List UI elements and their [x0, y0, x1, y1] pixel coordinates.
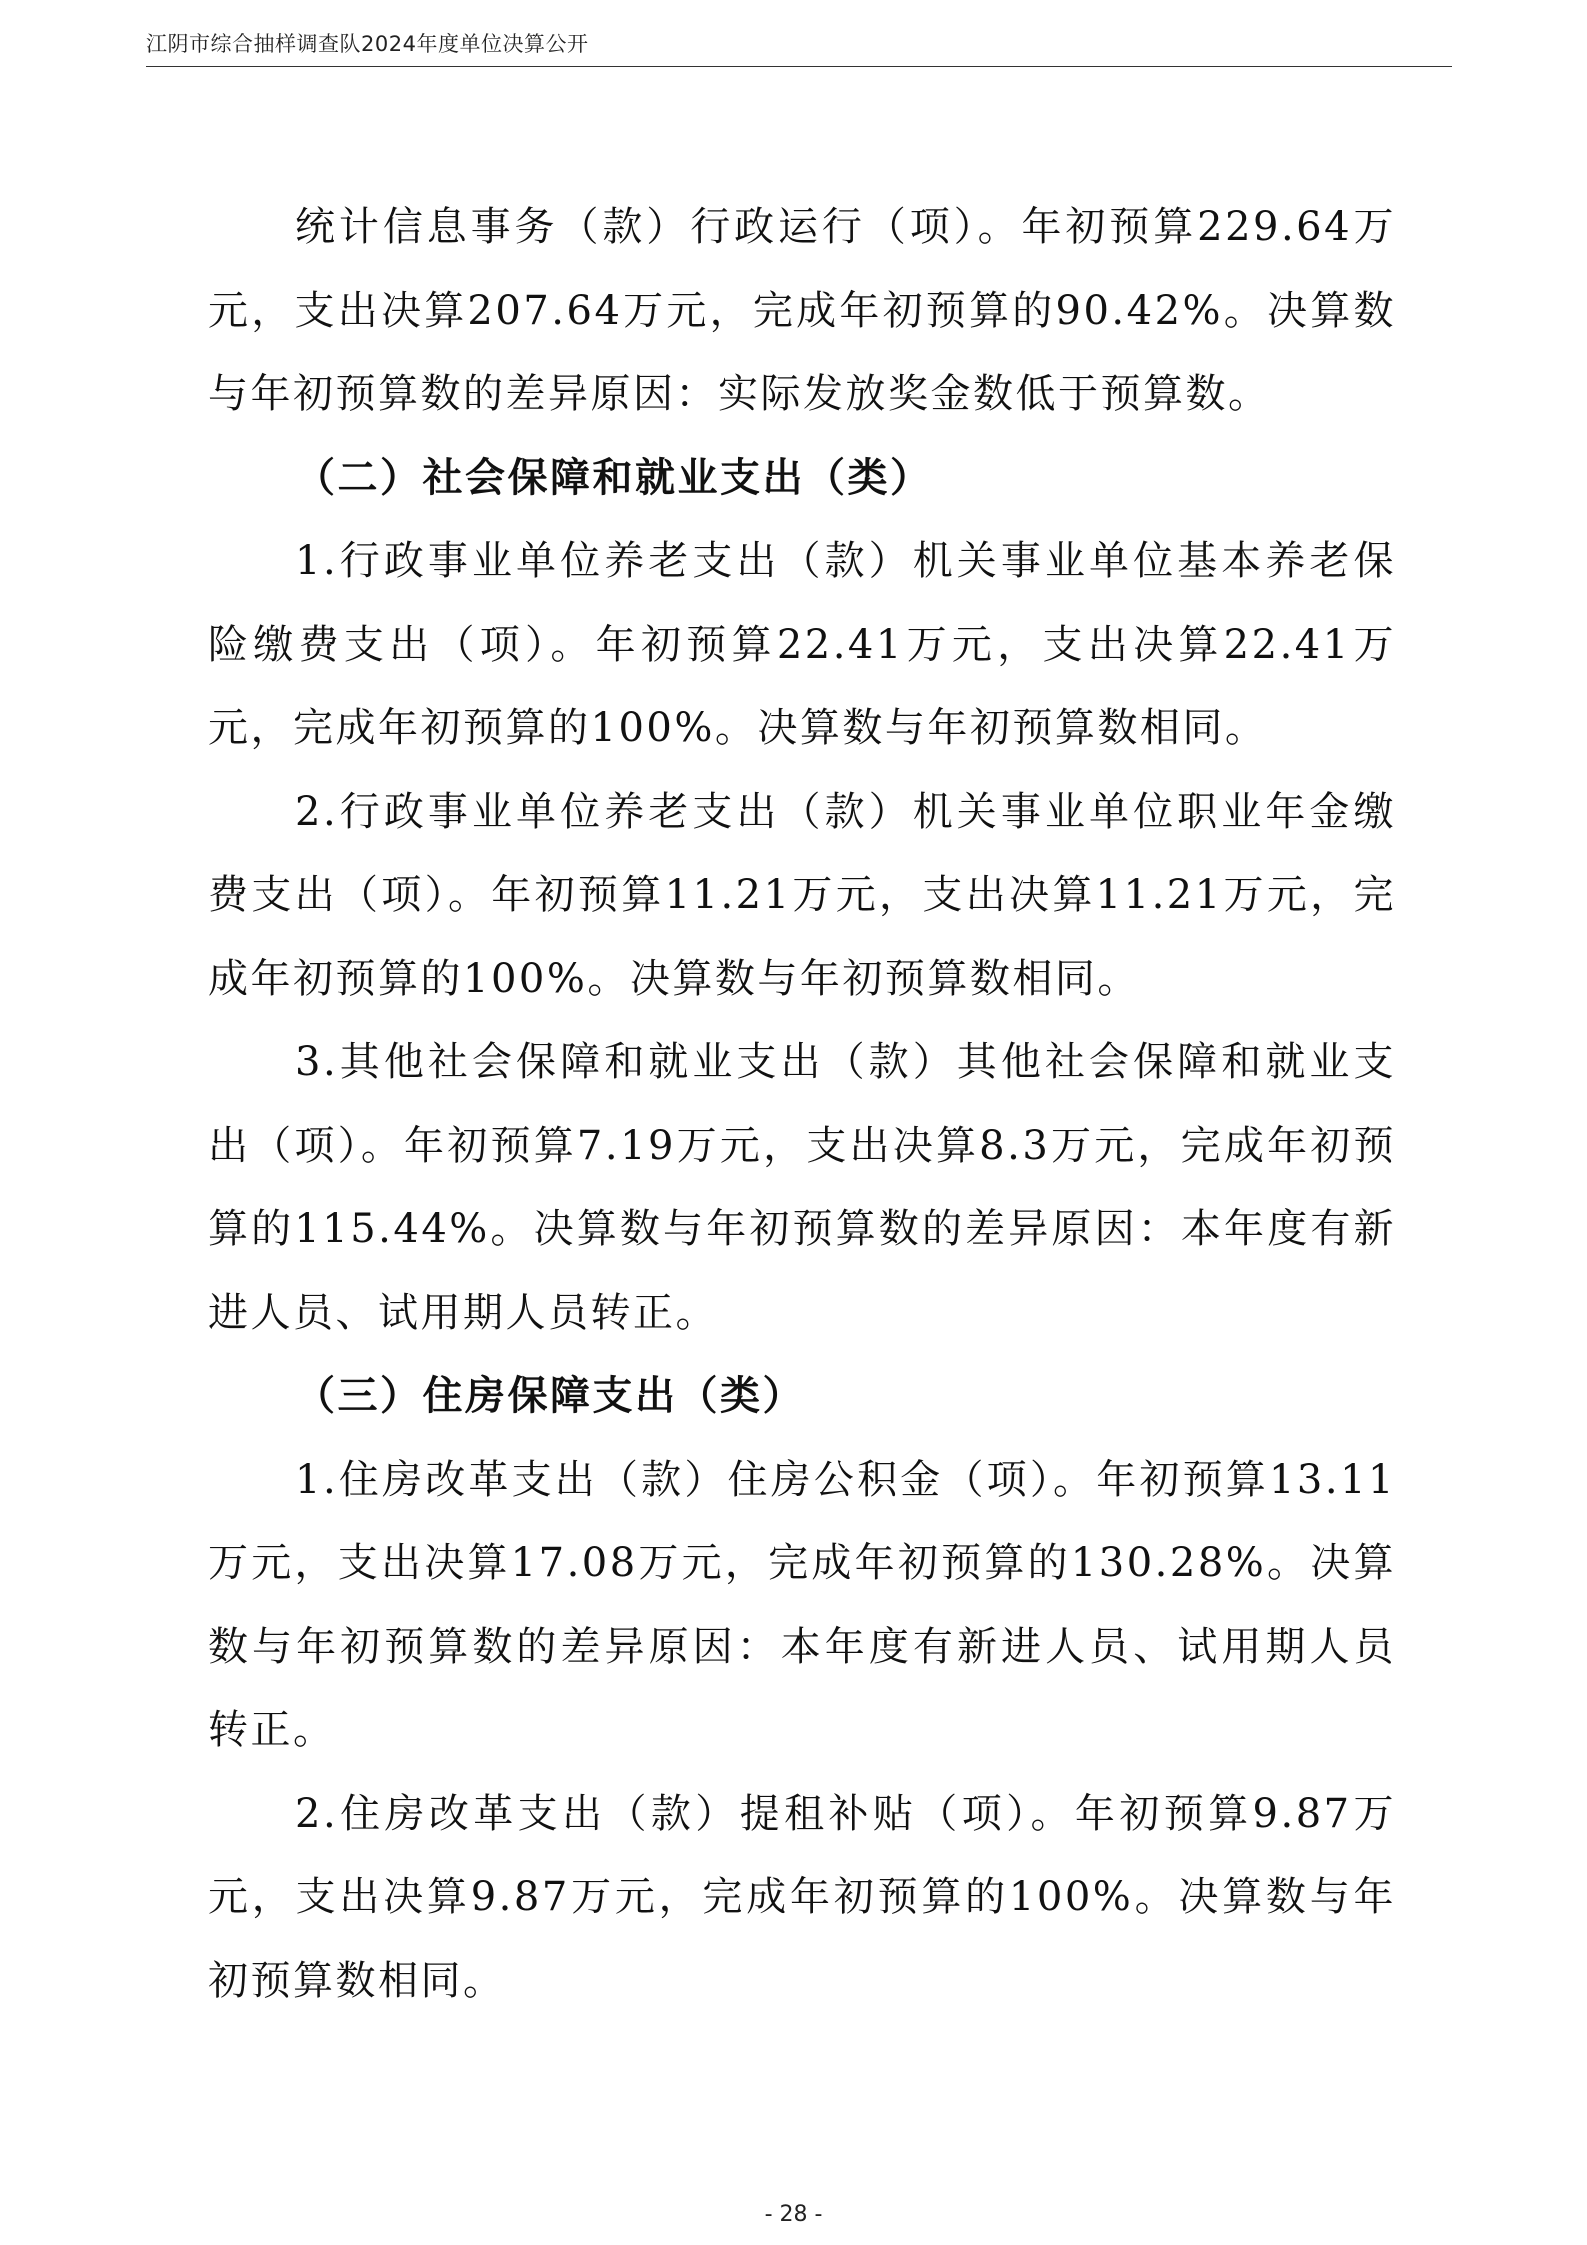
- document-body: [208, 186, 1396, 2023]
- paragraph-administrative-operation: 统计信息事务（款）行政运行（项）。年初预算229.64万元，支出决算207.64万元，完成年初预算的90.42%。决算数与年初预算数的差异原因：实际发放奖金数低于预算数。: [208, 204, 1396, 417]
- paragraph-basic-pension-insurance: 1.行政事业单位养老支出（款）机关事业单位基本养老保险缴费支出（项）。年初预算22.41万元，支出决算22.41万元，完成年初预算的100%。决算数与年初预算数相同。: [208, 538, 1396, 751]
- section-heading-social-security: （二）社会保障和就业支出（类）: [295, 454, 933, 501]
- page-number: - 28 -: [764, 2202, 823, 2227]
- section-heading-housing-security: （三）住房保障支出（类）: [295, 1373, 805, 1419]
- paragraph-occupational-annuity: 2.行政事业单位养老支出（款）机关事业单位职业年金缴费支出（项）。年初预算11.21万元，支出决算11.21万元，完成年初预算的100%。决算数与年初预算数相同。: [208, 788, 1396, 1002]
- running-header: 江阴市综合抽样调查队2024年度单位决算公开: [146, 32, 589, 56]
- paragraph-rent-subsidy: 2.住房改革支出（款）提租补贴（项）。年初预算9.87万元，支出决算9.87万元，完成年初预算的100%。决算数与年初预算数相同。: [208, 1790, 1396, 2004]
- paragraph-other-social-security: 3.其他社会保障和就业支出（款）其他社会保障和就业支出（项）。年初预算7.19万元，支出决算8.3万元，完成年初预算的115.44%。决算数与年初预算数的差异原因：本年度有新进人员、试用期人员转正。: [208, 1039, 1396, 1336]
- header-divider: [146, 66, 1452, 67]
- paragraph-housing-provident-fund: 1.住房改革支出（款）住房公积金（项）。年初预算13.11万元，支出决算17.08万元，完成年初预算的130.28%。决算数与年初预算数的差异原因：本年度有新进人员、试用期人员转正。: [208, 1456, 1396, 1753]
